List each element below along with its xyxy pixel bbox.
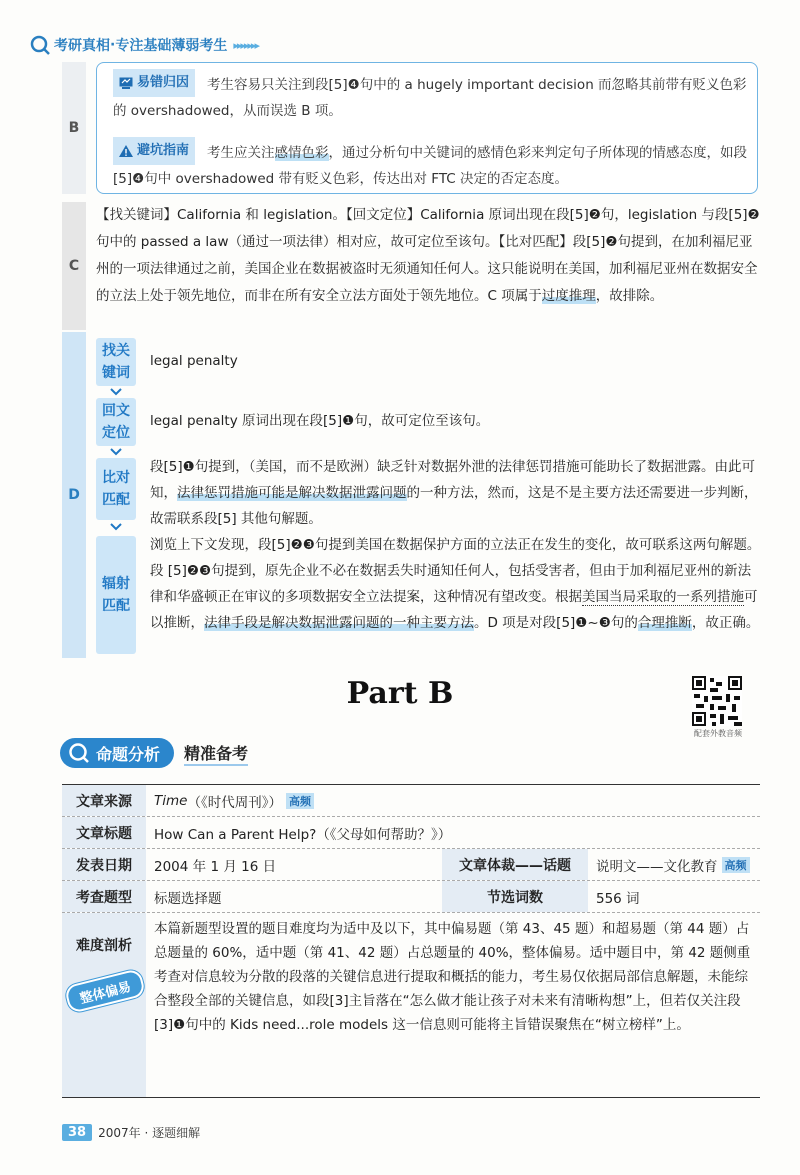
radiate-highlight: 法律手段是解决数据泄露问题的一种主要方法 [204, 615, 474, 631]
genre-label: 文章体裁——话题 [442, 849, 588, 880]
avoid-pitfall-text-a: 考生应关注 [207, 145, 275, 161]
section-b-box [96, 62, 758, 194]
chevron-down-icon [108, 522, 124, 532]
analysis-banner [60, 736, 248, 770]
genre-value-text: 说明文——文化教育 [596, 858, 718, 875]
keyword-text: legal penalty [150, 353, 238, 369]
avoid-pitfall-highlight: 感情色彩 [274, 145, 329, 161]
match-text-a: 段[5]❶句提到，（美国，而不是欧洲）缺乏针对数据外泄的法律惩罚措施可能助长了数据泄露。由此可知， [150, 459, 755, 501]
radiate-text-c: 。D 项是对段[5]❶~❸句的 [474, 615, 638, 631]
error-cause-paragraph [113, 69, 753, 124]
error-cause-tag-label: 易错归因 [137, 75, 190, 90]
source-value-en: Time [154, 792, 188, 809]
magnifier-logo-icon [30, 35, 50, 55]
difficulty-text: 本篇新题型设置的题目难度均为适中及以下，其中偏易题（第 43、45 题）和超易题（第 44 题）占总题量的 60%，适中题（第 41、42 题）占总题量的 40%，整体偏易。适中题目中，第 42 题侧重考查对信息较为分散的段落的关键信息进行提取和概括的能力，考生易仅依据局部信息解题，未能综合整段全部的关键信息，如段[3]主旨落在“怎么做才能让孩子对未来有清晰构想”上，但若仅关注段[3]❶句中的 Kids need...role models 这一信息则可能将主旨错误聚焦在“树立榜样”上。 [154, 921, 751, 1033]
radiate-underline: 美国当局采取的一系列措施 [582, 589, 744, 605]
qr-caption: 配套外教音频 [694, 729, 742, 738]
words-value: 556 词 [596, 890, 640, 907]
date-value: 2004 年 1 月 16 日 [154, 858, 277, 875]
words-label: 节选词数 [442, 881, 588, 912]
radiate-highlight-2: 合理推断 [637, 615, 692, 631]
step-locate-l2: 定位 [102, 425, 130, 441]
source-value-cn: （《时代周刊》） [187, 794, 282, 811]
radiate-text-b: 可以推断， [150, 589, 758, 631]
qtype-value: 标题选择题 [154, 890, 222, 907]
difficulty-stamp: 整体偏易 [64, 968, 146, 1014]
chevron-down-icon [108, 447, 124, 457]
difficulty-label-cell [62, 913, 146, 1097]
section-d-label: D [62, 332, 86, 658]
locate-text: legal penalty 原词出现在段[5]❶句，故可定位至该句。 [150, 413, 490, 429]
error-cause-text: 考生容易只关注到段[5]❹句中的 a hugely important decision 而忽略其前带有贬义色彩的 overshadowed，从而误选 B 项。 [113, 77, 747, 119]
table-row [62, 817, 760, 849]
difficulty-label: 难度剖析 [76, 938, 132, 954]
table-row [62, 849, 760, 881]
avoid-pitfall-tag [113, 137, 195, 165]
article-info-table [62, 784, 760, 1098]
header-tagline: 专注基础薄弱考生 [115, 38, 228, 54]
step-radiate [96, 536, 136, 654]
radiate-text-a: 浏览上下文发现，段[5]❷❸句提到美国在数据保护方面的立法正在发生的变化，故可联系这两句解题。段 [5]❷❸句提到，原先企业不必在数据丢失时通知任何人，包括受害者，但由于加利福尼亚州的新法律和华盛顿正在审议的多项数据安全立法提案，这种情况有望改变。根据 [150, 537, 761, 605]
source-label: 文章来源 [62, 785, 146, 816]
source-badge: 高频 [286, 793, 314, 809]
header-arrows: ▸▸▸▸▸▸▸ [233, 38, 258, 52]
analysis-pill-label: 命题分析 [96, 744, 161, 764]
chevron-down-icon [108, 387, 124, 397]
table-row [62, 913, 760, 1097]
section-b-label: B [62, 62, 86, 194]
step-find-keyword [96, 338, 136, 386]
radiate-text [150, 532, 762, 636]
step-find-keyword-l2: 键词 [102, 365, 130, 381]
section-c-text-b: ，故排除。 [595, 288, 664, 304]
date-label: 发表日期 [62, 849, 146, 880]
step-match [96, 458, 136, 520]
match-text [150, 454, 762, 532]
genre-badge: 高频 [722, 857, 750, 873]
table-row [62, 881, 760, 913]
page-number: 38 [62, 1124, 92, 1141]
qtype-label: 考查题型 [62, 881, 146, 912]
match-highlight: 法律惩罚措施可能是解决数据泄露问题 [177, 485, 407, 501]
step-match-l1: 比对 [102, 470, 130, 486]
warning-icon [119, 145, 133, 157]
part-b-title: Part B [346, 676, 454, 711]
source-value [146, 785, 322, 816]
search-icon [68, 742, 90, 764]
qr-code-icon [692, 676, 742, 726]
page-header [30, 32, 258, 58]
match-text-b: 的一种方法，然而，这是不是主要方法还需要进一步判断，故需联系段[5] 其他句解题。 [150, 485, 758, 527]
avoid-pitfall-tag-label: 避坑指南 [137, 143, 190, 158]
table-row [62, 785, 760, 817]
analysis-pill [60, 738, 174, 768]
header-brand: 考研真相 [54, 38, 110, 54]
section-c-label: C [62, 202, 86, 330]
section-c-highlight: 过度推理 [541, 288, 596, 304]
step-find-keyword-l1: 找关 [102, 343, 130, 359]
avoid-pitfall-text-b: ，通过分析句中关键词的感情色彩来判定句子所体现的情感态度，如段[5]❹句中 overshadowed 带有贬义色彩，传达出对 FTC 决定的否定态度。 [113, 145, 748, 187]
step-radiate-l2: 匹配 [102, 598, 130, 614]
header-separator: · [110, 37, 116, 53]
section-c-text-a: 【找关键词】California 和 legislation。【回文定位】California 原词出现在段[5]❷句，legislation 与段[5]❷句中的 passed a law（通过一项法律）相对应，故可定位至该句。【比对匹配】段[5]❷句提到，在加利福尼亚州的一项法律通过之前，美国企业在数据被盗时无须通知任何人。这只能说明在美国，加利福尼亚州在数据安全的立法上处于领先地位，而非在所有安全立法方面处于领先地位。C 项属于 [96, 207, 760, 304]
error-cause-tag [113, 69, 195, 97]
step-radiate-l1: 辐射 [102, 576, 130, 592]
step-locate [96, 398, 136, 446]
section-c-text [96, 202, 762, 310]
avoid-pitfall-paragraph [113, 137, 753, 192]
step-locate-l1: 回文 [102, 403, 130, 419]
genre-value [588, 849, 758, 880]
title-value: How Can a Parent Help?（《父母如何帮助？》） [154, 826, 452, 843]
screen-icon [119, 77, 133, 89]
step-match-l2: 匹配 [102, 492, 130, 508]
analysis-subtitle: 精准备考 [184, 741, 248, 766]
footer-text: 2007年 · 逐题细解 [98, 1126, 201, 1140]
radiate-text-d: ，故正确。 [691, 615, 760, 631]
title-label: 文章标题 [62, 817, 146, 848]
page-footer [62, 1124, 200, 1141]
